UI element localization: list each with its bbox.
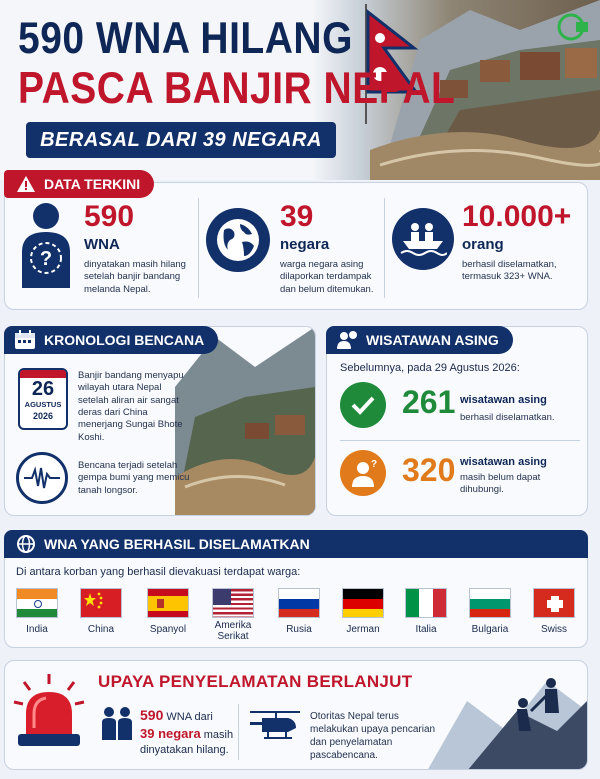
country-label-amerika-serikat: Amerika Serikat	[214, 620, 252, 642]
checkmark-icon	[340, 382, 386, 428]
kronologi-event-2: Bencana terjadi setelah gempa bumi yang memicu tanah longsor.	[78, 460, 190, 496]
missing-label: wisatawan asing	[460, 456, 547, 468]
flag-italy-icon	[405, 588, 447, 618]
missing-tourist-icon	[340, 450, 386, 496]
stat-negara-value: 39	[280, 200, 314, 233]
flag-china-icon	[80, 588, 122, 618]
flag-india-icon	[16, 588, 58, 618]
mountain-rescue-image	[427, 661, 587, 770]
upaya-divider	[238, 704, 239, 760]
country-label-italia: Italia	[415, 624, 437, 635]
stat-divider-2	[384, 198, 385, 298]
helicopter-icon	[248, 708, 302, 744]
country-label-india: India	[26, 624, 48, 635]
flag-germany-icon	[342, 588, 384, 618]
flag-bulgaria-icon	[469, 588, 511, 618]
page-title-line2: PASCA BANJIR NEPAL	[18, 64, 456, 114]
data-terkini-heading: DATA TERKINI	[4, 170, 154, 198]
emergency-siren-icon	[12, 672, 86, 752]
flood-valley-image	[175, 327, 315, 516]
kronologi-event-1: Banjir bandang menyapu wilayah utara Nepal setelah aliran air sangat deras dari China menerjang Sungai Bhote Koshi.	[78, 370, 184, 443]
flag-usa-icon	[212, 588, 254, 618]
date-day: 26	[31, 378, 55, 400]
country-label-jerman: Jerman	[346, 624, 380, 635]
seismograph-icon	[16, 452, 68, 504]
country-label-bulgaria: Bulgaria	[471, 624, 509, 635]
missing-value: 320	[402, 452, 456, 488]
country-label-rusia: Rusia	[286, 624, 312, 635]
stat-wna-desc: dinyatakan masih hilang setelah banjir bandang melanda Nepal.	[84, 259, 186, 295]
wna-intro: Di antara korban yang berhasil dievakuasi terdapat warga:	[16, 566, 301, 578]
flag-switzerland-icon	[533, 588, 575, 618]
page-title-line1: 590 WNA HILANG	[18, 14, 353, 64]
stat-orang-label: orang	[462, 236, 504, 253]
stat-divider-1	[198, 198, 199, 298]
calendar-icon	[14, 330, 36, 350]
rescue-boat-icon	[392, 208, 454, 270]
wna-diselamatkan-heading: WNA YANG BERHASIL DISELAMATKAN	[4, 530, 588, 558]
upaya-count-value: 590	[140, 707, 164, 723]
globe-icon	[206, 208, 270, 272]
stat-wna-label: WNA	[84, 236, 120, 253]
stat-negara-desc: warga negara asing dilaporkan terdampak dan belum ditemukan.	[280, 259, 374, 295]
warning-icon	[16, 174, 36, 194]
rescued-label: wisatawan asing	[460, 394, 547, 406]
upaya-count-negara: 39 negara	[140, 725, 201, 741]
page-subtitle: BERASAL DARI 39 NEGARA	[26, 122, 336, 158]
people-icon	[100, 706, 134, 740]
country-label-china: China	[87, 624, 115, 635]
flag-spain-icon	[147, 588, 189, 618]
hero-banner	[0, 0, 600, 180]
stat-wna-value: 590	[84, 200, 135, 233]
wisatawan-intro: Sebelumnya, pada 29 Agustus 2026:	[340, 362, 520, 374]
country-label-spanyol: Spanyol	[149, 624, 187, 635]
date-month: AGUSTUS	[24, 400, 62, 409]
stat-orang	[462, 202, 586, 284]
country-label-swiss: Swiss	[540, 624, 568, 635]
upaya-count: 590 WNA dari 39 negara masih dinyatakan hilang.	[140, 707, 234, 756]
person-info-icon	[336, 330, 358, 350]
flag-russia-icon	[278, 588, 320, 618]
wisatawan-divider	[340, 440, 580, 441]
date-calendar-card	[18, 368, 68, 430]
wisatawan-heading: WISATAWAN ASING	[326, 326, 513, 354]
upaya-heading: UPAYA PENYELAMATAN BERLANJUT	[98, 672, 413, 691]
stat-negara	[280, 202, 380, 296]
kronologi-heading: KRONOLOGI BENCANA	[4, 326, 218, 354]
stat-orang-desc: berhasil diselamatkan, termasuk 323+ WNA.	[462, 259, 557, 283]
svg-text:?: ?	[39, 248, 53, 270]
svg-text:?: ?	[371, 459, 378, 470]
brand-logo	[556, 12, 590, 42]
missing-desc: masih belum dapat dihubungi.	[460, 472, 541, 496]
date-year: 2026	[32, 411, 54, 421]
stat-wna	[84, 202, 194, 296]
stat-negara-label: negara	[280, 236, 330, 253]
missing-person-icon	[18, 200, 74, 288]
rescued-value: 261	[402, 384, 456, 420]
globe-small-icon	[16, 534, 36, 554]
upaya-authority-text: Otoritas Nepal terus melakukan upaya pencarian dan penyelamatan pascabencana.	[310, 711, 436, 761]
rescued-desc: berhasil diselamatkan.	[460, 412, 555, 423]
stat-orang-value: 10.000+	[462, 200, 572, 233]
